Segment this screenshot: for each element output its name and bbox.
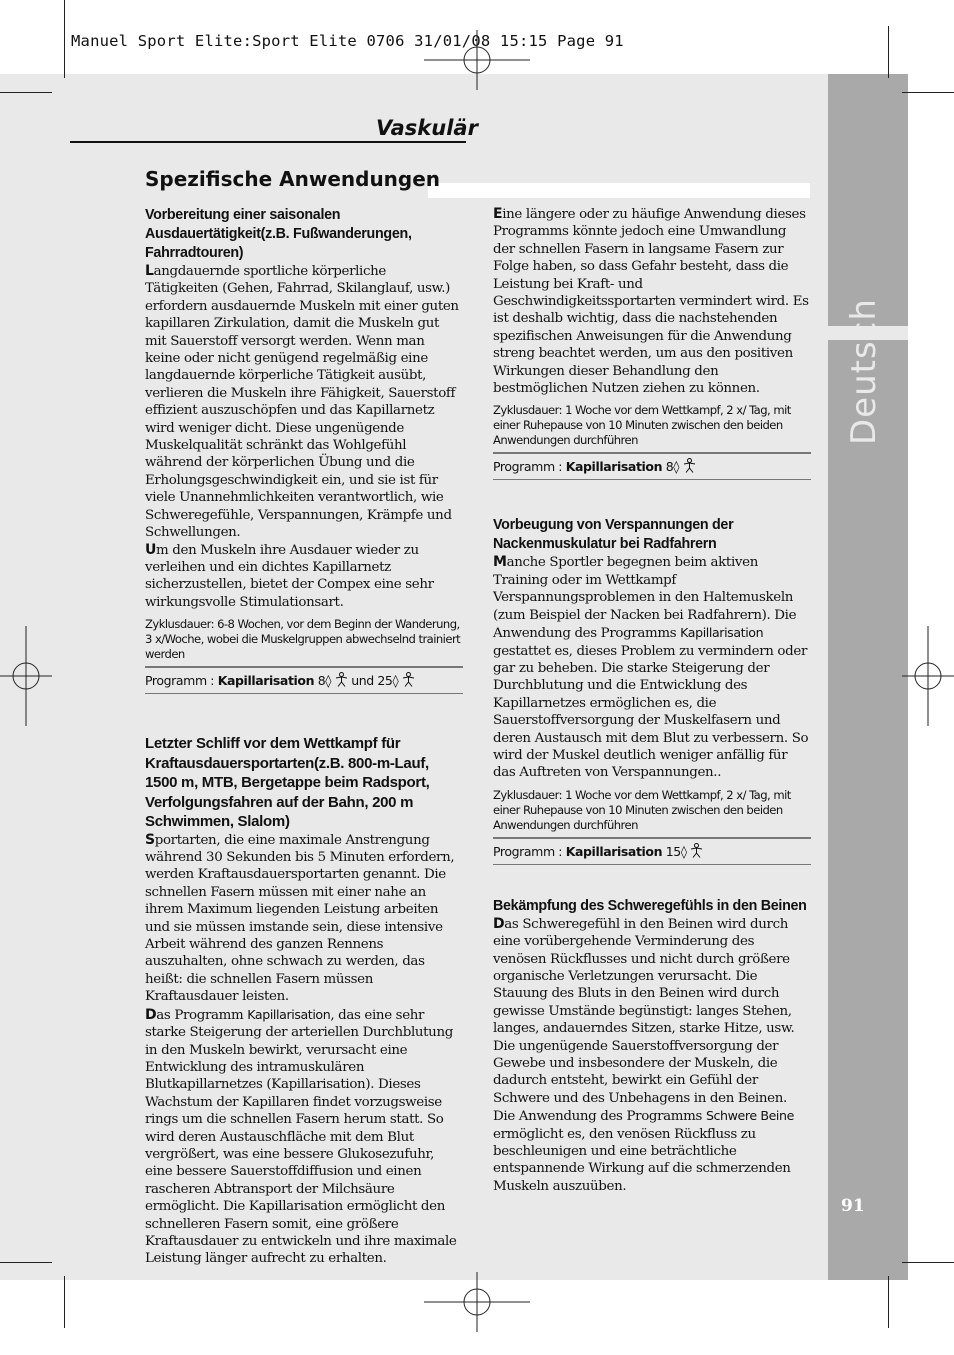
- registration-mark-icon: [424, 1272, 530, 1332]
- print-slug: Manuel Sport Elite:Sport Elite 0706 31/01/08 15:15 Page 91: [71, 32, 624, 50]
- cycle-note: Zyklusdauer: 1 Woche vor dem Wettkampf, 2 x/ Tag, mit einer Ruhepause von 10 Minuten zwischen den beiden Anwendungen durchführen: [493, 787, 791, 832]
- program-level: 8: [314, 673, 326, 689]
- drop-cap: U: [145, 541, 157, 558]
- right-column: [493, 206, 811, 1195]
- section-header: Vaskulär: [376, 116, 478, 140]
- program-name: Kapillarisation: [565, 843, 663, 859]
- person-icon: [335, 672, 348, 687]
- program-line: [493, 452, 811, 480]
- registration-mark-icon: [424, 30, 530, 90]
- drop-cap: S: [145, 831, 155, 848]
- program-name: Kapillarisation: [680, 625, 764, 641]
- paragraph-text: m den Muskeln ihre Ausdauer wieder zu verleihen und ein dichtes Kapillarnetz sicherzustellen, bietet der Compex eine sehr wirkungsvolle Stimulationsart.: [145, 542, 434, 610]
- paragraph: [145, 263, 463, 611]
- program-prefix: Programm :: [493, 843, 566, 859]
- program-level: und 25: [351, 673, 393, 689]
- subsection-heading: Vorbeugung von Verspannungen der Nackenmuskulatur bei Radfahrern: [493, 517, 734, 553]
- diamond-icon: ◊: [673, 459, 680, 475]
- program-level: 8: [662, 459, 674, 475]
- program-name: Kapillarisation: [217, 673, 315, 689]
- language-label: Deutsch: [844, 298, 884, 445]
- crop-mark: [902, 92, 954, 93]
- program-name: Kapillarisation: [565, 459, 663, 475]
- crop-mark: [888, 26, 889, 78]
- paragraph-text: as Schweregefühl in den Beinen wird durch eine vorübergehende Verminderung des venösen Rückflusses und nicht durch größere organische Verletzungen verursacht. Die Stauung des Bluts in den Beinen wird durch gewisse Umstände begünstigt: langes Stehen, langes, andauerndes Sitzen, starke Hitze, usw. Die ungenügende Sauerstoffversorgung der Gewebe und insbesondere der Muskeln, die dadurch entsteht, bewirkt ein Gefühl der Schwere und des Unbehagens in den Beinen. Die Anwendung des Programms: [493, 916, 795, 1125]
- person-icon: [690, 843, 703, 858]
- program-name: Kapillarisation: [247, 1006, 331, 1022]
- crop-mark: [64, 0, 65, 78]
- program-prefix: Programm :: [145, 673, 218, 689]
- registration-mark-icon: [902, 626, 954, 726]
- crop-mark: [888, 1276, 889, 1328]
- program-name: Schwere Beine: [705, 1108, 794, 1124]
- drop-cap: L: [145, 263, 154, 279]
- paragraph-text: , das eine sehr starke Steigerung der arteriellen Durchblutung in den Muskeln bewirkt, verursacht eine Entwicklung des intramuskulären Blutkapillarnetzes (Kapillarisation). Dieses Wachstum der Kapillaren findet vorzugsweise rings um die schnellen Fasern herum statt. So wird deren Austauschfläche mit dem Blut vergrößert, was eine bessere Glukosezufuhr, eine bessere Sauerstoffdiffusion und einen rascheren Abtransport der Milchsäure ermöglicht. Die Kapillarisation ermöglicht den schnelleren Fasern somit, eine größere Kraftausdauer zu entwickeln und ihre maximale Leistung länger aufrecht zu erhalten.: [145, 1007, 457, 1267]
- paragraph-text: anche Sportler begegnen beim aktiven Training oder im Wettkampf Verspannungsproblemen in den Haltemuskeln (zum Beispiel der Nacken bei Radfahrern). Die Anwendung des Programms: [493, 555, 797, 642]
- paragraph: [493, 206, 811, 397]
- crop-mark: [64, 1276, 65, 1328]
- crop-mark: [902, 1262, 954, 1263]
- left-column: [145, 206, 463, 1268]
- page-title: Spezifische Anwendungen: [145, 167, 441, 191]
- paragraph-text: ermöglicht es, den venösen Rückfluss zu beschleunigen und eine beträchtliche entspannende Wirkung auf die schmerzenden Muskeln auszuüben.: [493, 1126, 791, 1194]
- title-bar: [428, 183, 810, 198]
- paragraph: [493, 554, 811, 781]
- paragraph-text: portarten, die eine maximale Anstrengung während 30 Sekunden bis 5 Minuten erfordern, werden Kraftausdauersportarten genannt. Die schnellen Fasern müssen mit einer nahe an ihrem Maximum liegenden Leistung arbeiten und sie müssen imstande sein, diese intensive Arbeit während des ganzen Rennens auszuhalten, ohne schwach zu werden, das heißt: die schnellen Fasern müssen Kraftausdauer leisten.: [145, 832, 455, 1005]
- program-level: 15: [662, 843, 681, 859]
- page-number: 91: [841, 1196, 865, 1216]
- language-side-tab: [828, 74, 908, 1280]
- subsection-heading: Vorbereitung einer saisonalen Ausdauertätigkeit(z.B. Fußwanderungen, Fahrradtouren): [145, 207, 412, 261]
- drop-cap: E: [493, 206, 503, 222]
- diamond-icon: ◊: [680, 843, 687, 859]
- program-prefix: Programm :: [493, 459, 566, 475]
- paragraph-text: gestattet es, dieses Problem zu vermindern oder gar zu beheben. Die starke Steigerung der Durchblutung und die Entwicklung des Kapillarnetzes ermöglichen es, die Sauerstoffversorgung der Muskelfasern und deren Austausch mit dem Blut zu verbessern. So wird der Muskel deutlich weniger anfällig für das Auftreten von Verspannungen..: [493, 643, 809, 781]
- person-icon: [683, 458, 696, 473]
- cycle-note: Zyklusdauer: 1 Woche vor dem Wettkampf, 2 x/ Tag, mit einer Ruhepause von 10 Minuten zwischen den beiden Anwendungen durchführen: [493, 403, 791, 448]
- subsection-heading: Letzter Schliff vor dem Wettkampf für Kraftausdauersportarten(z.B. 800-m-Lauf, 1500 m, MTB, Bergetappe beim Radsport, Verfolgungsfahren auf der Bahn, 200 m Schwimmen, Slalom): [145, 735, 430, 831]
- cycle-note: Zyklusdauer: 6-8 Wochen, vor dem Beginn der Wanderung, 3 x/Woche, wobei die Muskelgruppen abwechselnd trainiert werden: [145, 617, 461, 662]
- crop-mark: [0, 92, 52, 93]
- paragraph-text: angdauernde sportliche körperliche Tätigkeiten (Gehen, Fahrrad, Skilanglauf, usw.) erfordern ausdauernde Muskeln mit einer guten kapillaren Zirkulation, damit die Muskeln gut mit Sauerstoff versorgt werden. Wenn man keine oder nicht genügend regelmäßig eine langdauernde körperliche Tätigkeit ausübt, verlieren die Muskeln ihre Fähigkeit, Sauerstoff effizient auszuschöpfen und das Kapillarnetz wird weniger dicht. Diese ungenügende Muskelqualität schränkt das Wohlgefühl während der körperlichen Übung und die Erholungsgeschwindigkeit ein, und sie ist für viele Unannehmlichkeiten verantwortlich, wie Schweregefühle, Verspannungen, Krämpfe und Schwellungen.: [145, 264, 459, 541]
- paragraph: [145, 832, 463, 1268]
- drop-cap: D: [493, 915, 505, 932]
- paragraph: [493, 916, 811, 1196]
- diamond-icon: ◊: [392, 673, 399, 689]
- registration-mark-icon: [0, 626, 52, 726]
- diamond-icon: ◊: [325, 673, 332, 689]
- crop-mark: [0, 1262, 52, 1263]
- drop-cap: M: [493, 554, 507, 571]
- paragraph-text: ine längere oder zu häufige Anwendung dieses Programms könnte jedoch eine Umwandlung der schnellen Fasern in langsame Fasern zur Folge haben, so dass Gefahr besteht, dass die Leistung bei Kraft- und Geschwindigkeitssportarten vermindert wird. Es ist deshalb wichtig, dass die nachstehenden spezifischen Anweisungen für die Anwendung streng beachtet werden, um aus den positiven Wirkungen dieser Behandlung den bestmöglichen Nutzen ziehen zu können.: [493, 207, 809, 397]
- drop-cap: D: [145, 1006, 157, 1023]
- paragraph-text: as Programm: [156, 1007, 248, 1023]
- person-icon: [402, 672, 415, 687]
- program-line: [493, 837, 811, 865]
- section-rule: [70, 141, 466, 143]
- subsection-heading: Bekämpfung des Schweregefühls in den Beinen: [493, 897, 807, 914]
- program-line: [145, 666, 463, 694]
